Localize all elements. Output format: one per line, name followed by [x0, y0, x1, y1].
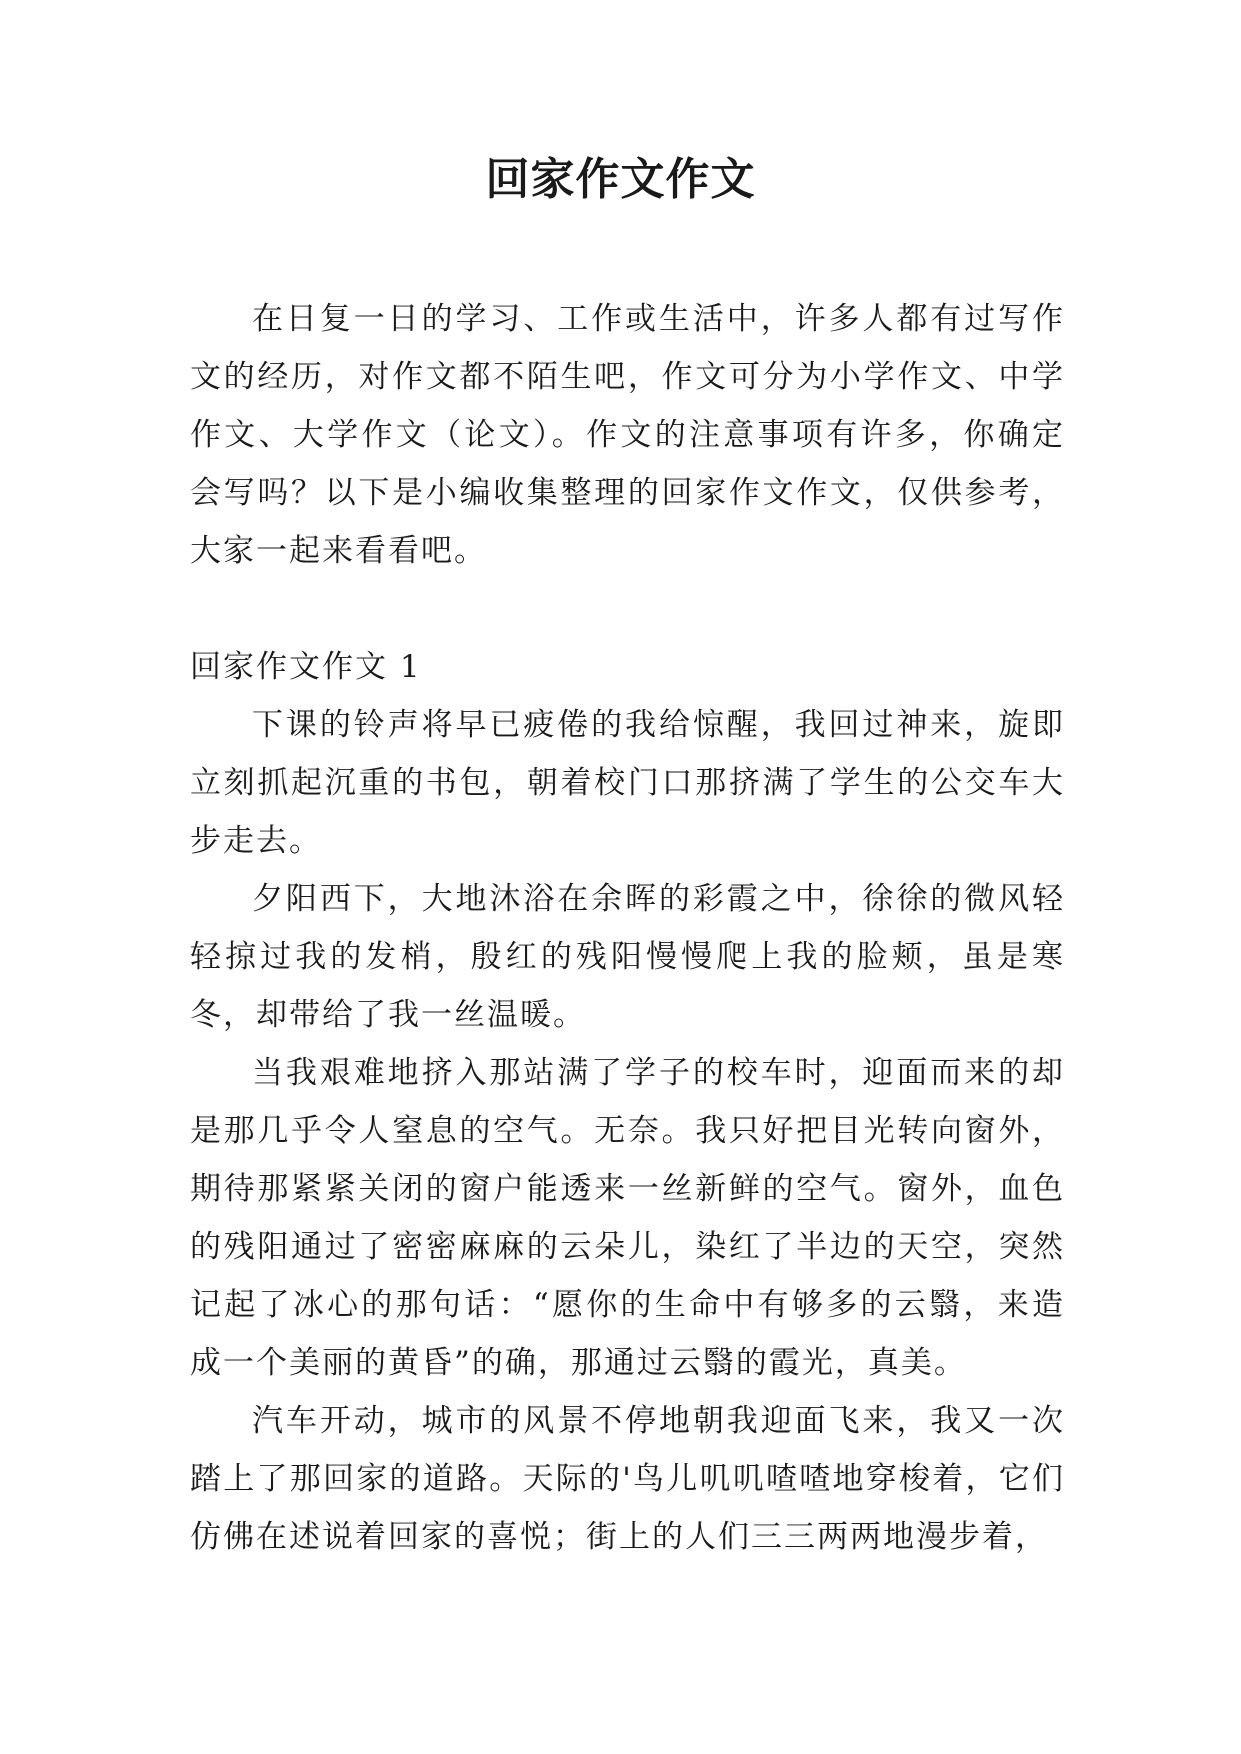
body-paragraph-4: 汽车开动，城市的风景不停地朝我迎面飞来，我又一次踏上了那回家的道路。天际的'鸟儿叽叽喳喳地穿梭着，它们仿佛在述说着回家的喜悦；街上的人们三三两两地漫步着， — [190, 1403, 1065, 1555]
body-paragraph-3: 当我艰难地挤入那站满了学子的校车时，迎面而来的却是那几乎令人窒息的空气。无奈。我只好把目光转向窗外，期待那紧紧关闭的窗户能透来一丝新鲜的空气。窗外，血色的残阳通过了密密麻麻的云朵儿，染红了半边的天空，突然记起了冰心的那句话：“愿你的生命中有够多的云翳，来造成一个美丽的黄昏”的确，那通过云翳的霞光，真美。 — [190, 1055, 1065, 1381]
document-body — [190, 290, 1065, 1566]
document-title: 回家作文作文 — [485, 154, 756, 205]
section-heading: 回家作文作文 1 — [190, 649, 422, 685]
body-paragraph-2: 夕阳西下，大地沐浴在余晖的彩霞之中，徐徐的微风轻轻掠过我的发梢，殷红的残阳慢慢爬上我的脸颊，虽是寒冬，却带给了我一丝温暖。 — [190, 881, 1065, 1033]
intro-paragraph: 在日复一日的学习、工作或生活中，许多人都有过写作文的经历，对作文都不陌生吧，作文可分为小学作文、中学作文、大学作文（论文）。作文的注意事项有许多，你确定会写吗？以下是小编收集整理的回家作文作文，仅供参考，大家一起来看看吧。 — [190, 301, 1065, 569]
body-paragraph-1: 下课的铃声将早已疲倦的我给惊醒，我回过神来，旋即立刻抓起沉重的书包，朝着校门口那挤满了学生的公交车大步走去。 — [190, 707, 1065, 859]
